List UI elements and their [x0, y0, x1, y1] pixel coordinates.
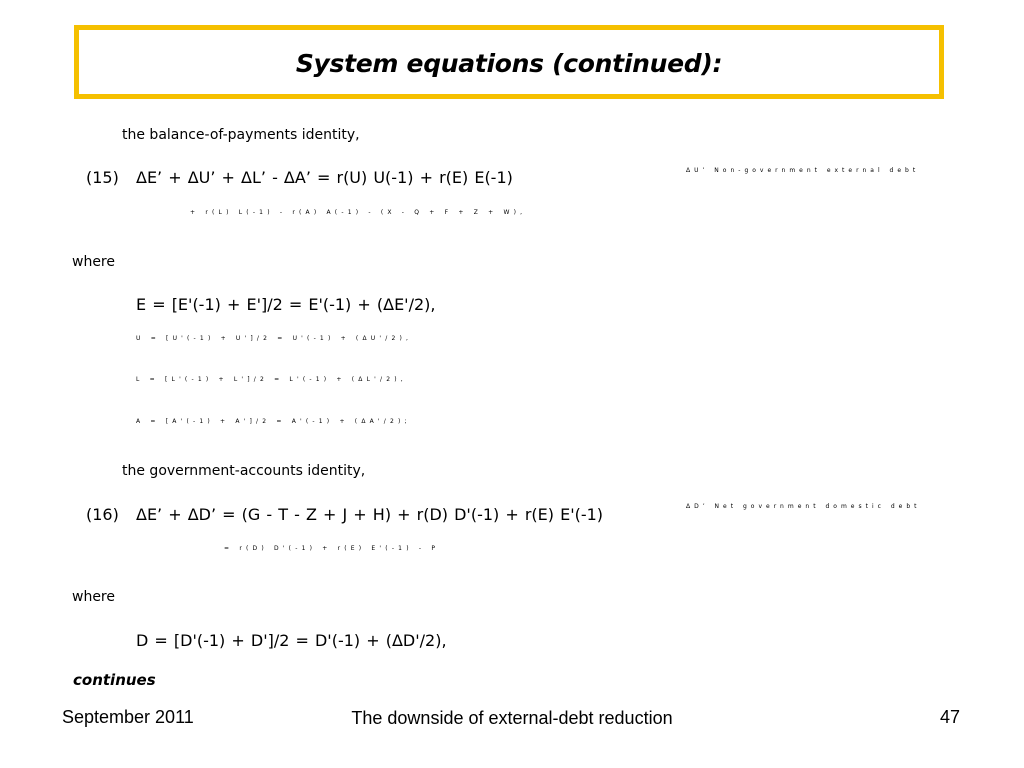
eq15-number: (15)	[86, 168, 119, 187]
footer-date: September 2011	[62, 707, 194, 727]
def-u: U = [U'(-1) + U']/2 = U'(-1) + (ΔU'/2),	[136, 335, 413, 342]
title-box	[74, 25, 944, 99]
intro-bop: the balance-of-payments identity,	[122, 127, 360, 143]
def-e: E = [E'(-1) + E']/2 = E'(-1) + (ΔE'/2),	[136, 295, 436, 314]
continues-label: continues	[73, 671, 156, 689]
intro-gov: the government-accounts identity,	[122, 463, 366, 479]
eq16-note: ΔD’ Net government domestic debt	[686, 503, 921, 510]
footer-title: The downside of external-debt reduction	[351, 708, 673, 728]
slide-title: System equations (continued):	[295, 49, 723, 78]
page-number: 47	[940, 707, 961, 727]
where-label-2: where	[72, 589, 115, 605]
def-a: A = [A'(-1) + A']/2 = A'(-1) + (ΔA'/2);	[136, 418, 411, 425]
def-l: L = [L'(-1) + L']/2 = L'(-1) + (ΔL'/2),	[136, 376, 407, 383]
eq15-main: ΔE’ + ΔU’ + ΔL’ - ΔA’ = r(U) U(-1) + r(E) E(-1)	[136, 168, 513, 187]
eq15-continuation: + r(L) L(-1) - r(A) A(-1) - (X - Q + F + Z + W),	[190, 209, 527, 216]
eq15-note: ΔU’ Non-government external debt	[686, 167, 920, 174]
eq16-main: ΔE’ + ΔD’ = (G - T - Z + J + H) + r(D) D'(-1) + r(E) E'(-1)	[136, 505, 604, 524]
eq16-number: (16)	[86, 505, 119, 524]
def-d: D = [D'(-1) + D']/2 = D'(-1) + (ΔD'/2),	[136, 631, 447, 650]
eq16-continuation: = r(D) D'(-1) + r(E) E'(-1) - P	[224, 545, 440, 552]
where-label-1: where	[72, 254, 115, 270]
